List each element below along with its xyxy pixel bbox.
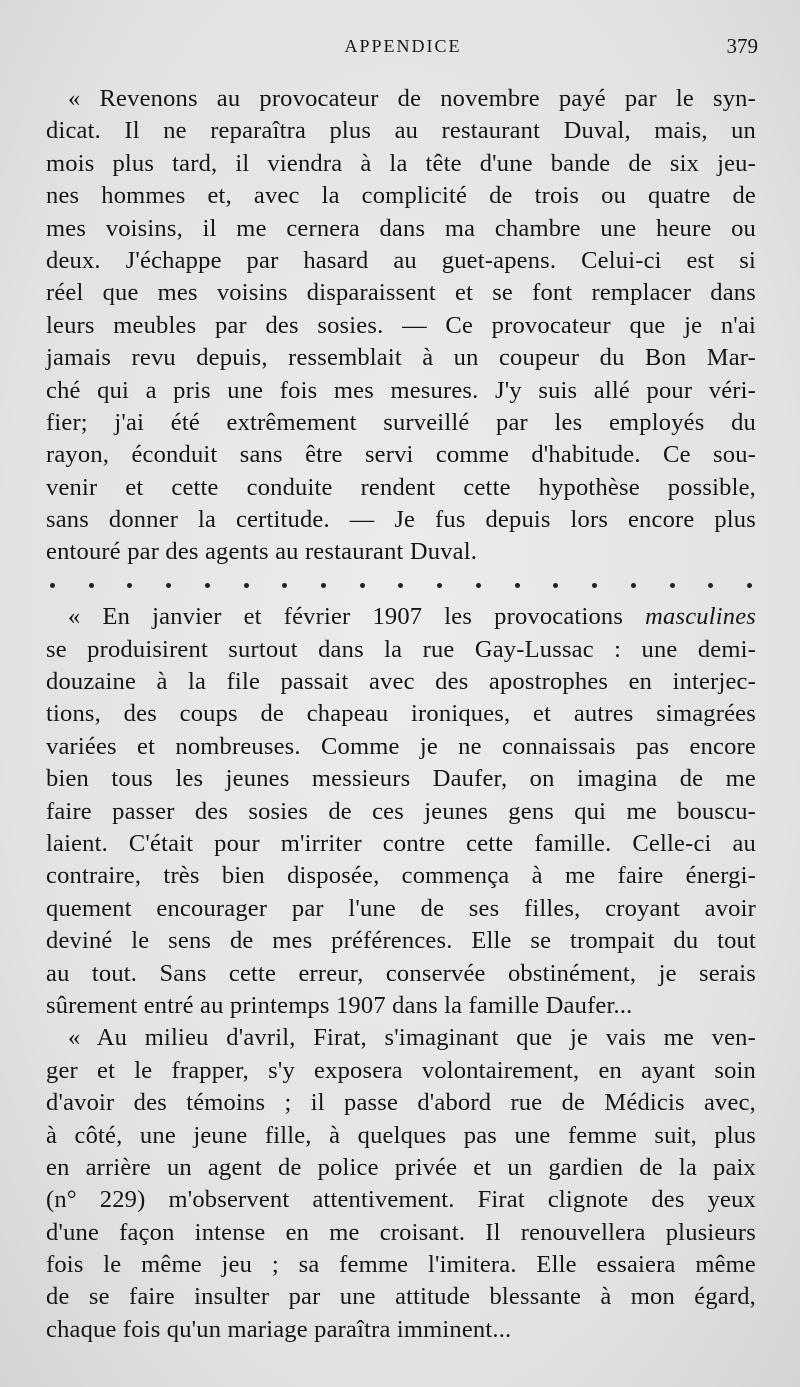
text-line: à côté, une jeune fille, à quelques pas une femme suit, plus: [46, 1121, 756, 1149]
paragraph-3: [46, 1022, 756, 1346]
running-head: [46, 30, 760, 64]
text-line: faire passer des sosies de ces jeunes gens qui me bouscu-: [46, 797, 756, 825]
separator-dot: [476, 583, 481, 588]
text-line: deux. J'échappe par hasard au guet-apens. Celui-ci est si: [46, 246, 756, 274]
text-line: de se faire insulter par une attitude blessante à mon égard,: [46, 1283, 756, 1311]
separator-dot: [244, 583, 249, 588]
separator-dot: [205, 583, 210, 588]
text-line: en arrière un agent de police privée et un gardien de la paix: [46, 1153, 756, 1181]
text-run: « En janvier et février 1907 les provocations: [68, 603, 646, 631]
text-line: au tout. Sans cette erreur, conservée obstinément, je serais: [46, 959, 756, 987]
text-line: mois plus tard, il viendra à la tête d'une bande de six jeu-: [46, 149, 756, 177]
separator-dot: [127, 583, 132, 588]
separator-dot: [670, 583, 675, 588]
text-line: réel que mes voisins disparaissent et se font remplacer dans: [46, 279, 756, 307]
text-line: dicat. Il ne reparaîtra plus au restaurant Duval, mais, un: [46, 117, 756, 145]
text-line: [46, 601, 756, 633]
text-line: fois le même jeu ; sa femme l'imitera. Elle essaiera même: [46, 1251, 756, 1279]
text-line: « Au milieu d'avril, Firat, s'imaginant que je vais me ven-: [68, 1024, 756, 1052]
running-title: APPENDICE: [344, 36, 462, 56]
text-line: venir et cette conduite rendent cette hypothèse possible,: [46, 473, 756, 501]
text-line: ché qui a pris une fois mes mesures. J'y suis allé pour véri-: [46, 376, 756, 404]
separator-dot: [592, 583, 597, 588]
separator-dot: [89, 583, 94, 588]
text-line: rayon, éconduit sans être servi comme d'habitude. Ce sou-: [46, 441, 756, 469]
text-line: mes voisins, il me cernera dans ma chambre une heure ou: [46, 214, 756, 242]
separator-dot: [747, 583, 752, 588]
text-line: chaque fois qu'un mariage paraîtra imminent...: [46, 1315, 512, 1343]
text-line: douzaine à la file passait avec des apostrophes en interjec-: [46, 668, 756, 696]
separator-dot: [437, 583, 442, 588]
separator-dot: [631, 583, 636, 588]
separator-dot: [166, 583, 171, 588]
text-line: leurs meubles par des sosies. — Ce provocateur que je n'ai: [46, 311, 756, 339]
text-line: contraire, très bien disposée, commença à me faire énergi-: [46, 862, 756, 890]
text-line: ger et le frapper, s'y exposera volontairement, en ayant soin: [46, 1056, 756, 1084]
text-line: entouré par des agents au restaurant Duval.: [46, 538, 478, 566]
text-line: se produisirent surtout dans la rue Gay-Lussac : une demi-: [46, 635, 756, 663]
text-line: bien tous les jeunes messieurs Daufer, on imagina de me: [46, 765, 756, 793]
text-line: deviné le sens de mes préférences. Elle se trompait du tout: [46, 927, 756, 955]
text-line: sans donner la certitude. — Je fus depuis lors encore plus: [46, 506, 756, 534]
paragraph-1: [46, 83, 756, 569]
text-line: variées et nombreuses. Comme je ne connaissais pas encore: [46, 732, 756, 760]
text-line: fier; j'ai été extrêmement surveillé par les employés du: [46, 408, 756, 436]
text-line: « Revenons au provocateur de novembre payé par le syn-: [68, 85, 756, 112]
text-line: jamais revu depuis, ressemblait à un coupeur du Bon Mar-: [46, 344, 756, 372]
separator-dot: [50, 583, 55, 588]
separator-dot: [282, 583, 287, 588]
paragraph-2: [46, 601, 756, 1022]
text-line: nes hommes et, avec la complicité de trois ou quatre de: [46, 182, 756, 210]
separator-dot: [360, 583, 365, 588]
body-text: [46, 83, 756, 1346]
separator-dot: [398, 583, 403, 588]
text-line: tions, des coups de chapeau ironiques, et autres simagrées: [46, 700, 756, 728]
text-line: quement encourager par l'une de ses filles, croyant avoir: [46, 894, 756, 922]
text-line: laient. C'était pour m'irriter contre cette famille. Celle-ci au: [46, 829, 756, 857]
text-line: (n° 229) m'observent attentivement. Firat clignote des yeux: [46, 1186, 756, 1214]
text-line: d'une façon intense en me croisant. Il renouvellera plusieurs: [46, 1218, 756, 1246]
separator-dot: [708, 583, 713, 588]
separator-dot: [321, 583, 326, 588]
ellipsis-separator: [46, 569, 756, 601]
italic-word: masculines: [645, 603, 756, 631]
text-line: sûrement entré au printemps 1907 dans la famille Daufer...: [46, 991, 633, 1019]
page-number: 379: [726, 34, 758, 58]
text-line: d'avoir des témoins ; il passe d'abord rue de Médicis avec,: [46, 1089, 756, 1117]
separator-dot: [553, 583, 558, 588]
separator-dot: [515, 583, 520, 588]
